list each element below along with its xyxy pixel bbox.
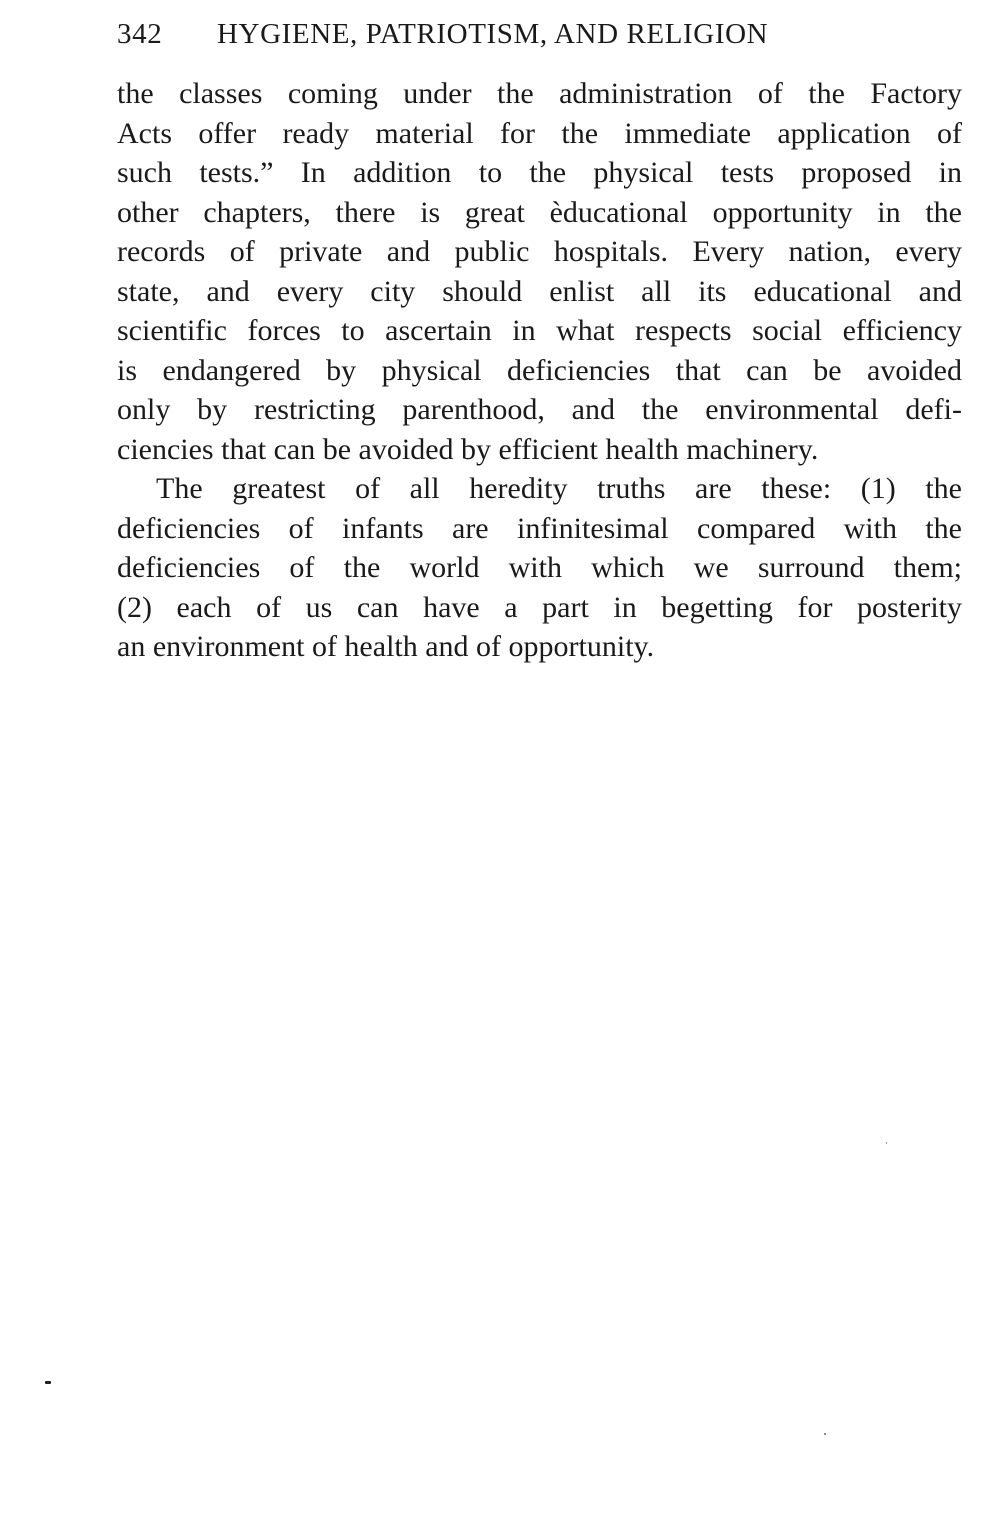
text-line: The greatest of all heredity truths are these: (1) the (156, 472, 962, 505)
text-line: deficiencies of the world with which we surround them; (117, 551, 962, 584)
text-line: other chapters, there is great èducational opportunity in the (117, 195, 962, 229)
text-line: the classes coming under the administration of the Factory (117, 77, 962, 110)
scan-speck (45, 1381, 51, 1384)
text-line: Acts offer ready material for the immediate application of (117, 116, 962, 150)
text-line: records of private and public hospitals. Every nation, every (117, 235, 962, 268)
page-number: 342 (117, 18, 163, 50)
scan-speck (886, 1142, 887, 1144)
text-line: is endangered by physical deficiencies that can be avoided (117, 353, 962, 387)
body-text (117, 74, 962, 667)
paragraph-2 (117, 469, 962, 667)
text-line: state, and every city should enlist all its educational and (117, 274, 962, 308)
text-line: scientific forces to ascertain in what respects social efficiency (117, 314, 962, 347)
running-title: HYGIENE, PATRIOTISM, AND RELIGION (217, 18, 769, 50)
text-line: (2) each of us can have a part in begetting for posterity (117, 590, 962, 624)
running-head (117, 14, 877, 54)
text-line: an environment of health and of opportunity. (117, 630, 655, 663)
text-line: deficiencies of infants are infinitesimal compared with the (117, 511, 962, 545)
scan-speck (824, 1433, 826, 1435)
text-line: only by restricting parenthood, and the environmental defi- (117, 393, 962, 426)
paragraph-1 (117, 74, 962, 469)
text-line: ciencies that can be avoided by efficient health machinery. (117, 432, 819, 466)
text-line: such tests.” In addition to the physical tests proposed in (117, 156, 962, 189)
